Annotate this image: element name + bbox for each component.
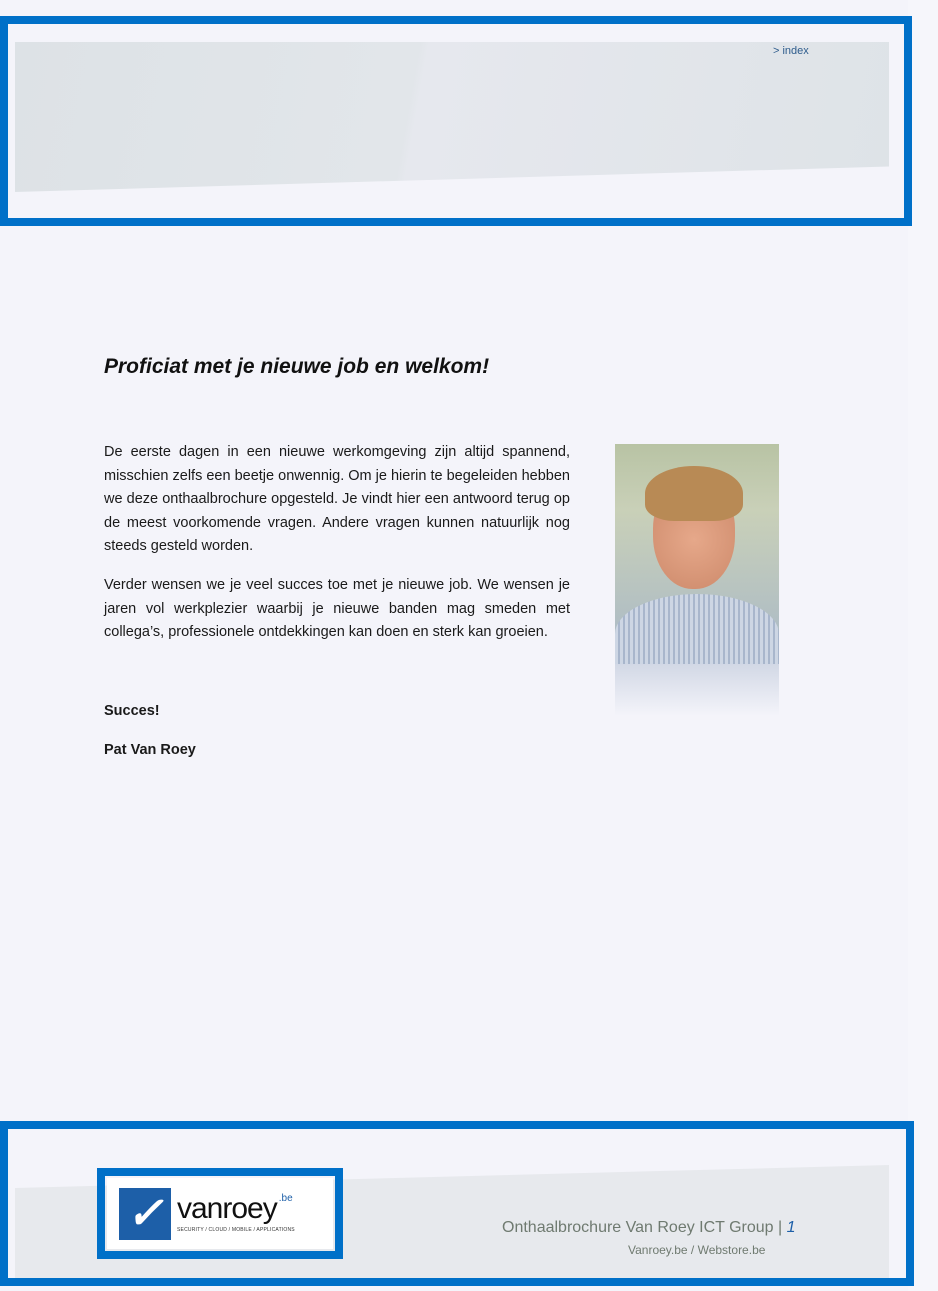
separator: | (773, 1219, 787, 1236)
logo-tld: .be (278, 1193, 293, 1204)
checkmark-icon: ✓ (119, 1188, 171, 1240)
logo-tagline: SECURITY / CLOUD / MOBILE / APPLICATIONS (177, 1227, 295, 1233)
page-title: Proficiat met je nieuwe job en welkom! (104, 355, 490, 378)
wishes-paragraph: Verder wensen we je veel succes toe met je nieuwe job. We wensen je jaren vol werkplezier waarbij je nieuwe banden mag smeden met collega’s, professionele ontdekkingen kan doen en sterk kan groeien. (104, 577, 570, 641)
doc-title: Onthaalbrochure Van Roey ICT Group (502, 1219, 774, 1236)
highlight-box-logo (97, 1168, 343, 1259)
signature: Pat Van Roey (104, 742, 196, 758)
photo-reflection (615, 664, 779, 716)
closing-text: Succes! (104, 703, 160, 719)
highlight-box-header (0, 16, 912, 226)
footer-websites: Vanroey.be / Webstore.be (628, 1243, 766, 1257)
intro-paragraph: De eerste dagen in een nieuwe werkomgeving zijn altijd spannend, misschien zelfs een beetje onwennig. Om je hierin te begeleiden hebben we deze onthaalbrochure opgesteld. Je vindt hier een antwoord terug op de meest voorkomende vragen. Andere vragen kunnen natuurlijk nog steeds gesteld worden. (104, 444, 570, 555)
portrait-photo (615, 444, 779, 664)
index-link[interactable]: > index (773, 45, 809, 57)
logo-word: vanroey (177, 1192, 277, 1225)
page-number: 1 (786, 1219, 796, 1236)
